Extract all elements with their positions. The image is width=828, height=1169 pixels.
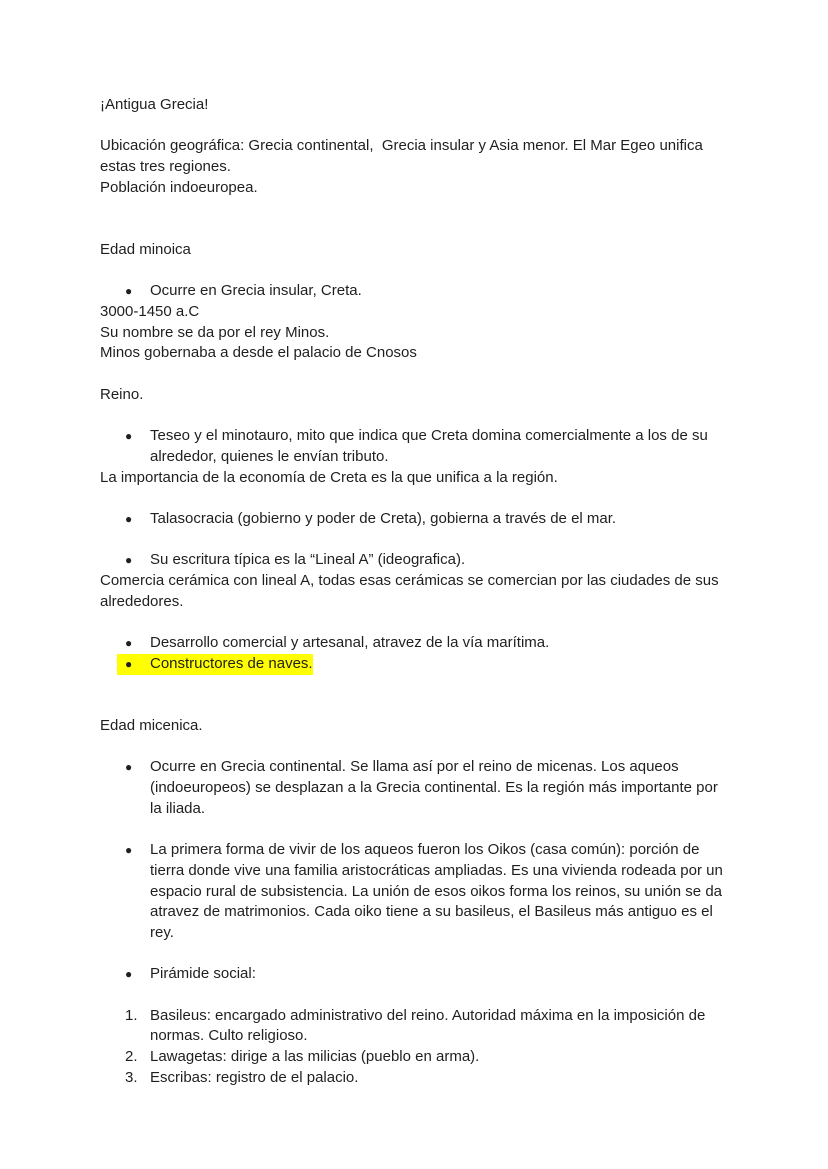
bullet-icon: ● <box>125 284 133 299</box>
doc-title: ¡Antigua Grecia! <box>100 96 209 113</box>
bullet-icon: ● <box>125 967 133 982</box>
spacer <box>100 944 728 965</box>
spacer <box>100 819 728 840</box>
bullet-text: Talasocracia (gobierno y poder de Creta), gobierna a través de el mar. <box>150 509 617 527</box>
spacer <box>100 116 728 137</box>
highlight <box>117 654 313 675</box>
numbered-item-escribas <box>100 1068 728 1089</box>
numbered-item-basileus <box>100 1006 728 1047</box>
bullet-text: Ocurre en Grecia continental. Se llama así por el reino de micenas. Los aqueos (indoeuropeos) se desplazan a la Grecia continental. Es la región más importante por la iliada. <box>150 758 722 817</box>
heading-edad-minoica: Edad minoica <box>100 240 191 258</box>
bullet-item-constructores-naves <box>100 654 728 675</box>
paragraph-economia-creta: La importancia de la economía de Creta es la que unifica a la región. <box>100 468 558 486</box>
paragraph-poblacion: Población indoeuropea. <box>100 178 258 196</box>
numbered-text: Basileus: encargado administrativo del reino. Autoridad máxima en la imposición de normas. Culto religioso. <box>150 1006 710 1045</box>
numbered-item-lawagetas <box>100 1047 728 1068</box>
bullet-text: Desarrollo comercial y artesanal, atravez de la vía marítima. <box>150 634 550 652</box>
bullet-item-ocurre-creta <box>100 281 728 302</box>
spacer <box>100 675 728 696</box>
bullet-icon: ● <box>125 636 133 651</box>
spacer <box>100 737 728 758</box>
bullet-item-escritura-lineal-a <box>100 550 728 571</box>
numbered-text: Lawagetas: dirige a las milicias (pueblo en arma). <box>150 1048 480 1066</box>
list-number: 3. <box>125 1068 138 1086</box>
spacer <box>100 612 728 633</box>
bullet-text: Pirámide social: <box>150 965 256 983</box>
bullet-text: Teseo y el minotauro, mito que indica que Creta domina comercialmente a los de su alrededor, quienes le envían tributo. <box>150 427 712 465</box>
spacer <box>100 530 728 551</box>
numbered-text: Escribas: registro de el palacio. <box>150 1068 359 1086</box>
bullet-icon: ● <box>125 760 133 775</box>
bullet-icon: ● <box>125 511 133 526</box>
spacer <box>100 219 728 240</box>
heading-reino: Reino. <box>100 385 144 403</box>
bullet-icon: ● <box>125 656 133 671</box>
spacer <box>100 261 728 282</box>
spacer <box>100 405 728 426</box>
bullet-text: Ocurre en Grecia insular, Creta. <box>150 282 362 300</box>
list-number: 2. <box>125 1048 138 1066</box>
heading-edad-micenica: Edad micenica. <box>100 716 203 734</box>
paragraph-palacio-cnosos: Minos gobernaba a desde el palacio de Cnosos <box>100 344 417 362</box>
bullet-icon: ● <box>125 843 133 858</box>
spacer <box>100 364 728 385</box>
bullet-text: La primera forma de vivir de los aqueos fueron los Oikos (casa común): porción de tierra donde vive una familia aristocráticas ampliadas. Es una vivienda rodeada por un espacio rural de subsistencia. La unión de esos oikos forma los reinos, su unión se da atravez de matrimonios. Cada oiko tiene a su basileus, el Basileus más antiguo es el rey. <box>150 841 727 941</box>
bullet-item-desarrollo-comercial <box>100 633 728 654</box>
bullet-text-highlighted: Constructores de naves. <box>150 654 313 672</box>
bullet-icon: ● <box>125 429 133 444</box>
spacer <box>100 695 728 716</box>
paragraph-ubicacion-geografica: Ubicación geográfica: Grecia continental, Grecia insular y Asia menor. El Mar Egeo unifica estas tres regiones. <box>100 137 707 176</box>
spacer <box>100 985 728 1006</box>
bullet-text: Su escritura típica es la “Lineal A” (ideografica). <box>150 551 466 569</box>
spacer <box>100 488 728 509</box>
bullet-item-talasocracia <box>100 509 728 530</box>
bullet-item-oikos <box>100 840 728 944</box>
paragraph-nombre-minos: Su nombre se da por el rey Minos. <box>100 323 330 341</box>
bullet-item-piramide-social <box>100 964 728 985</box>
list-number: 1. <box>125 1006 138 1024</box>
bullet-icon: ● <box>125 553 133 568</box>
spacer <box>100 199 728 220</box>
paragraph-fechas-minoica: 3000-1450 a.C <box>100 302 200 320</box>
bullet-item-ocurre-continental <box>100 757 728 819</box>
paragraph-comercio-ceramica: Comercia cerámica con lineal A, todas esas cerámicas se comercian por las ciudades de sus alrededores. <box>100 572 723 610</box>
bullet-item-teseo-minotauro <box>100 426 728 467</box>
